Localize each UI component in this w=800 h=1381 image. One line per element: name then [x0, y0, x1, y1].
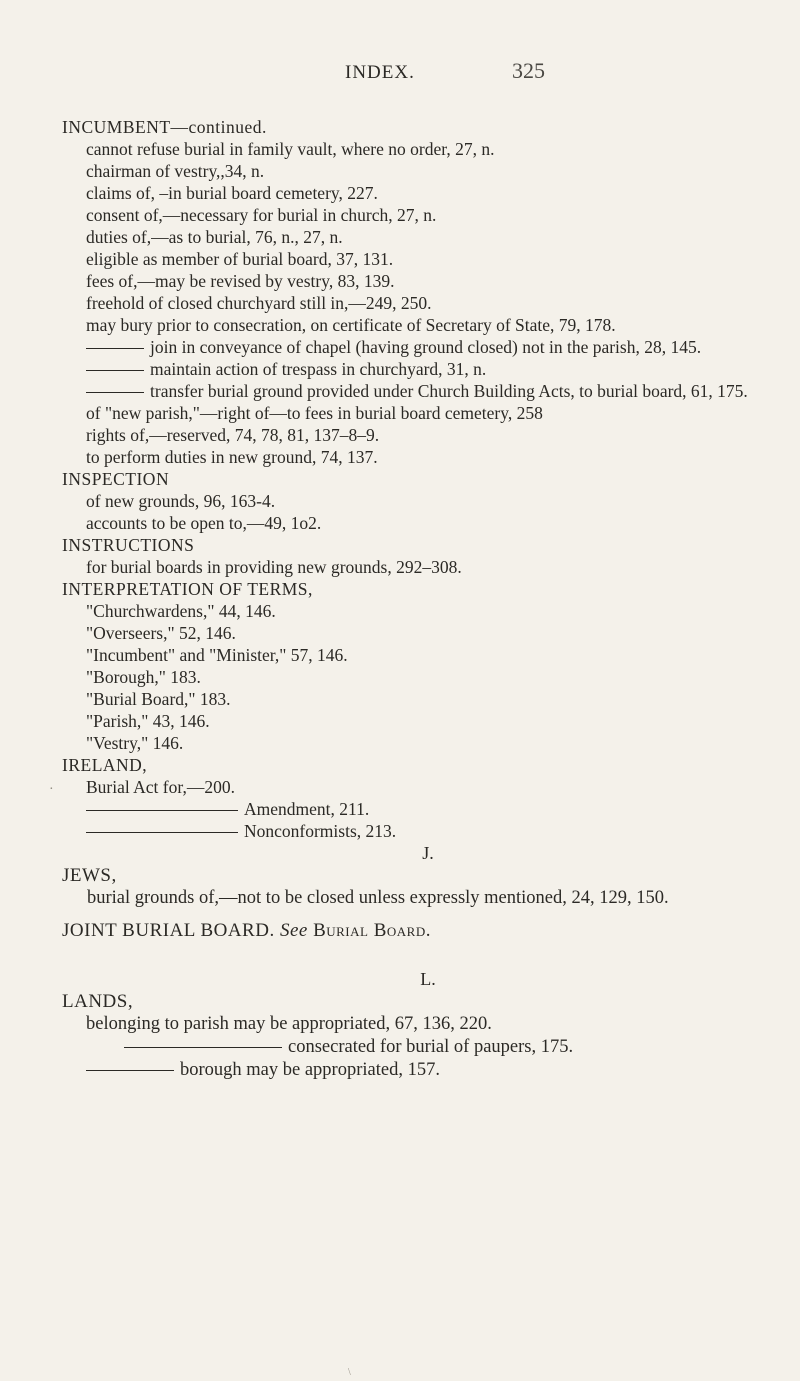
- index-entry-continued: transfer burial ground provided under Church Building Acts, to burial board, 61, 175.: [62, 380, 762, 402]
- heading-lands: LANDS,: [62, 991, 134, 1012]
- index-entry: of "new parish,"—right of—to fees in burial board cemetery, 258: [86, 403, 543, 423]
- page-number: 325: [512, 58, 545, 83]
- heading-ireland: IRELAND,: [62, 755, 148, 775]
- index-entry-continued: borough may be appropriated, 157.: [62, 1059, 762, 1082]
- index-entry: "Incumbent" and "Minister," 57, 146.: [86, 645, 348, 665]
- index-body: [62, 116, 762, 1082]
- index-entry: burial grounds of,—not to be closed unless expressly mentioned, 24, 129, 150.: [87, 888, 669, 908]
- index-entry: "Vestry," 146.: [86, 733, 184, 753]
- index-entry: consent of,—necessary for burial in church, 27, n.: [86, 205, 437, 225]
- ditto-rule: [86, 370, 144, 371]
- index-entry: belonging to parish may be appropriated, 67, 136, 220.: [86, 1014, 492, 1034]
- section-j: [62, 864, 762, 942]
- index-entry: "Burial Board," 183.: [86, 689, 231, 709]
- see-label: See: [279, 920, 308, 941]
- index-entry: fees of,—may be revised by vestry, 83, 139.: [86, 271, 395, 291]
- heading-instructions: INSTRUCTIONS: [62, 535, 195, 555]
- section-l: [62, 990, 762, 1082]
- index-entry: chairman of vestry,,34, n.: [86, 161, 265, 181]
- heading-joint-burial-board: JOINT BURIAL BOARD. See Burial Board.: [62, 920, 431, 941]
- margin-tick: ·: [49, 782, 54, 797]
- index-entry: eligible as member of burial board, 37, 131.: [86, 249, 394, 269]
- index-entry-continued: consecrated for burial of paupers, 175.: [62, 1036, 762, 1059]
- bottom-tick: \: [348, 1367, 351, 1378]
- index-entry: "Parish," 43, 146.: [86, 711, 210, 731]
- index-entry: to perform duties in new ground, 74, 137.: [86, 447, 378, 467]
- index-entry: claims of, –in burial board cemetery, 227.: [86, 183, 378, 203]
- ditto-rule: [86, 1070, 174, 1071]
- section-letter-j: J.: [422, 843, 434, 863]
- index-entry-continued: maintain action of trespass in churchyard, 31, n.: [62, 358, 762, 380]
- index-entry: of new grounds, 96, 163-4.: [86, 491, 276, 511]
- index-entry: for burial boards in providing new grounds, 292–308.: [86, 557, 462, 577]
- index-entry: may bury prior to consecration, on certificate of Secretary of State, 79, 178.: [86, 315, 616, 335]
- index-entry: duties of,—as to burial, 76, n., 27, n.: [86, 227, 343, 247]
- index-entry-continued: Nonconformists, 213.: [62, 820, 762, 842]
- index-entry: rights of,—reserved, 74, 78, 81, 137–8–9.: [86, 425, 380, 445]
- heading-incumbent: INCUMBENT—continued.: [62, 117, 267, 137]
- index-entry: accounts to be open to,—49, 1o2.: [86, 513, 322, 533]
- index-entry-continued: join in conveyance of chapel (having ground closed) not in the parish, 28, 145.: [62, 336, 762, 358]
- heading-inspection: INSPECTION: [62, 469, 170, 489]
- index-entry: freehold of closed churchyard still in,—249, 250.: [86, 293, 432, 313]
- index-entry: "Churchwardens," 44, 146.: [86, 601, 276, 621]
- index-entry-continued: Amendment, 211.: [62, 798, 762, 820]
- heading-jews: JEWS,: [62, 865, 117, 886]
- cross-reference[interactable]: Burial Board.: [313, 920, 431, 941]
- index-entry: Burial Act for,—200.: [86, 777, 235, 797]
- ditto-rule: [86, 810, 238, 811]
- heading-interpretation: INTERPRETATION OF TERMS,: [62, 579, 313, 599]
- running-head: [0, 58, 800, 86]
- section-letter-l: L.: [420, 969, 436, 989]
- ditto-rule: [86, 348, 144, 349]
- ditto-rule: [86, 392, 144, 393]
- index-entry: cannot refuse burial in family vault, where no order, 27, n.: [86, 139, 495, 159]
- index-entry: "Borough," 183.: [86, 667, 201, 687]
- ditto-rule: [86, 832, 238, 833]
- index-entry: "Overseers," 52, 146.: [86, 623, 236, 643]
- ditto-rule: [124, 1047, 282, 1048]
- running-head-title: INDEX.: [345, 62, 415, 83]
